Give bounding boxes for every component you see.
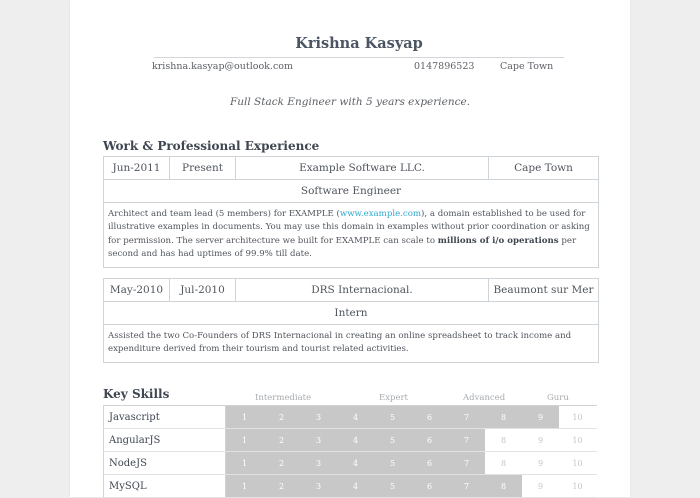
section-title-experience: Work & Professional Experience bbox=[103, 139, 320, 153]
job-description-text: ), a domain established to be used for illustrative examples in documents. You may use this domain in examples without prior coordination or asking for permission. The server architecture we built for EXAMPLE can scale to bbox=[108, 209, 590, 246]
skill-row bbox=[103, 452, 597, 475]
skill-level-label: Advanced bbox=[463, 393, 506, 403]
contact-location: Cape Town bbox=[500, 61, 554, 72]
job-role: Intern bbox=[104, 302, 598, 325]
skill-level-cell: 10 bbox=[559, 406, 596, 428]
job-location: Cape Town bbox=[514, 162, 573, 174]
job-start-date: May-2010 bbox=[104, 279, 170, 301]
skill-level-cell: 5 bbox=[374, 429, 411, 451]
skill-level-cell: 1 bbox=[226, 475, 263, 497]
skill-level-cell: 10 bbox=[559, 475, 596, 497]
job-entry bbox=[103, 156, 599, 268]
skill-level-cell: 8 bbox=[485, 475, 522, 497]
skill-level-cell: 2 bbox=[263, 429, 300, 451]
skill-level-cell: 7 bbox=[448, 406, 485, 428]
job-description-text: Architect and team lead (5 members) for EXAMPLE ( bbox=[108, 209, 340, 219]
skill-level-cell: 5 bbox=[374, 475, 411, 497]
skill-row bbox=[103, 405, 597, 429]
skill-row bbox=[103, 475, 597, 498]
skill-level-cell: 4 bbox=[337, 429, 374, 451]
skill-level-cell: 7 bbox=[448, 429, 485, 451]
skills-table bbox=[103, 405, 597, 498]
job-end-date: Present bbox=[170, 157, 236, 179]
skill-level-label: Intermediate bbox=[255, 393, 312, 403]
skill-name: NodeJS bbox=[103, 452, 226, 474]
skill-level-cell: 8 bbox=[485, 452, 522, 474]
job-role: Software Engineer bbox=[104, 180, 598, 203]
skill-level-cell: 5 bbox=[374, 452, 411, 474]
job-description bbox=[104, 203, 598, 267]
skill-level-cell: 2 bbox=[263, 406, 300, 428]
skill-level-cell: 4 bbox=[337, 406, 374, 428]
job-description-highlight: millions of i/o operations bbox=[437, 235, 559, 246]
skill-name: MySQL bbox=[103, 475, 226, 497]
skill-level-cell: 7 bbox=[448, 475, 485, 497]
skill-level-cell: 3 bbox=[300, 475, 337, 497]
contact-email[interactable]: krishna.kasyap@outlook.com bbox=[152, 61, 293, 72]
section-title-skills: Key Skills bbox=[103, 387, 170, 401]
skill-level-cell: 9 bbox=[522, 406, 559, 428]
skill-level-cell: 6 bbox=[411, 429, 448, 451]
job-header-row bbox=[104, 157, 598, 180]
skill-level-cell: 9 bbox=[522, 429, 559, 451]
tagline: Full Stack Engineer with 5 years experience. bbox=[229, 96, 471, 108]
skill-name: Javascript bbox=[103, 406, 226, 428]
skill-level-cell: 10 bbox=[559, 452, 596, 474]
job-entry bbox=[103, 278, 599, 363]
skill-level-cell: 1 bbox=[226, 452, 263, 474]
skill-level-cell: 3 bbox=[300, 406, 337, 428]
job-end-date: Jul-2010 bbox=[170, 279, 236, 301]
skill-level-cell: 1 bbox=[226, 406, 263, 428]
skill-level-cell: 5 bbox=[374, 406, 411, 428]
skill-level-cell: 4 bbox=[337, 452, 374, 474]
job-location: Beaumont sur Mer bbox=[493, 284, 594, 296]
skill-level-cell: 10 bbox=[559, 429, 596, 451]
skill-level-cell: 2 bbox=[263, 452, 300, 474]
resume-page bbox=[70, 0, 630, 497]
skill-level-cell: 3 bbox=[300, 429, 337, 451]
skill-level-cell: 8 bbox=[485, 406, 522, 428]
skill-level-cell: 7 bbox=[448, 452, 485, 474]
skill-level-cell: 8 bbox=[485, 429, 522, 451]
candidate-name: Krishna Kasyap bbox=[295, 35, 423, 52]
skill-level-label: Guru bbox=[547, 393, 569, 403]
job-start-date: Jun-2011 bbox=[104, 157, 170, 179]
skill-level-cell: 6 bbox=[411, 406, 448, 428]
skill-level-cell: 6 bbox=[411, 452, 448, 474]
skill-level-cell: 6 bbox=[411, 475, 448, 497]
name-divider bbox=[154, 57, 564, 58]
skill-name: AngularJS bbox=[103, 429, 226, 451]
skill-level-cell: 3 bbox=[300, 452, 337, 474]
skill-level-cell: 9 bbox=[522, 475, 559, 497]
example-link[interactable]: www.example.com bbox=[339, 209, 422, 219]
skill-level-cell: 2 bbox=[263, 475, 300, 497]
job-description: Assisted the two Co-Founders of DRS Internacional in creating an online spreadsheet to track income and expenditure derived from their tourism and tourist related activities. bbox=[108, 331, 572, 355]
job-description-text: per second and has had uptimes of 99.9% till date. bbox=[108, 235, 577, 260]
skill-level-label: Expert bbox=[379, 393, 408, 403]
job-company: DRS Internacional. bbox=[236, 279, 489, 301]
job-company: Example Software LLC. bbox=[236, 157, 489, 179]
job-header-row bbox=[104, 279, 598, 302]
skill-level-cell: 4 bbox=[337, 475, 374, 497]
skill-level-cell: 1 bbox=[226, 429, 263, 451]
skill-row bbox=[103, 429, 597, 452]
skill-level-cell: 9 bbox=[522, 452, 559, 474]
contact-phone: 0147896523 bbox=[414, 61, 475, 72]
